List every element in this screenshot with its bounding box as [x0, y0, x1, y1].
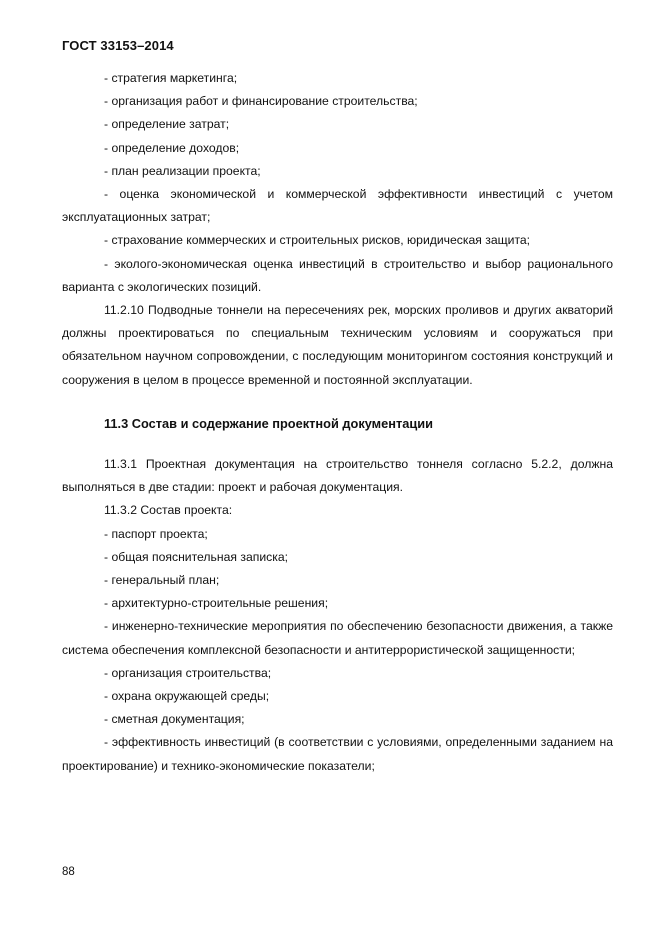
- list-item: - архитектурно-строительные решения;: [104, 596, 329, 611]
- paragraph-11-3-1: 11.3.1 Проектная документация на строительство тоннеля согласно 5.2.2, должна выполняться в две стадии: проект и рабочая документация.: [62, 457, 613, 495]
- paragraph-eco: - эколого-экономическая оценка инвестиций в строительство и выбор рационального варианта с экологических позиций.: [62, 256, 613, 294]
- list-item: - определение затрат;: [104, 117, 230, 132]
- paragraph-safety: - инженерно-технические мероприятия по обеспечению безопасности движения, а также система обеспечения комплексной безопасности и антитеррористической защищенности;: [62, 619, 613, 657]
- section-heading: 11.3 Состав и содержание проектной документации: [104, 415, 433, 431]
- list-item: - организация работ и финансирование строительства;: [104, 94, 418, 109]
- list-item: - определение доходов;: [104, 140, 240, 155]
- list-item: - страхование коммерческих и строительных рисков, юридическая защита;: [104, 233, 531, 248]
- list-item: - паспорт проекта;: [104, 526, 208, 541]
- list-item: - организация строительства;: [104, 665, 272, 680]
- paragraph-efficiency: - оценка экономической и коммерческой эффективности инвестиций с учетом эксплуатационных затрат;: [62, 187, 613, 225]
- list-item: - план реализации проекта;: [104, 163, 261, 178]
- list-item: - общая пояснительная записка;: [104, 549, 289, 564]
- paragraph-investment: - эффективность инвестиций (в соответствии с условиями, определенными заданием на проектирование) и технико-экономические показатели;: [62, 735, 613, 773]
- paragraph-11-3-2: 11.3.2 Состав проекта:: [104, 503, 233, 518]
- paragraph-11-2-10: 11.2.10 Подводные тоннели на пересечениях рек, морских проливов и других акваторий должны проектироваться по специальным техническим условиям и сооружаться при обязательном научном сопровождении, с последующим мониторингом состояния конструкций и сооружения в целом в процессе временной и постоянной эксплуатации.: [62, 303, 613, 387]
- document-header: ГОСТ 33153–2014: [62, 38, 174, 53]
- list-item: - охрана окружающей среды;: [104, 689, 270, 704]
- page-number: 88: [62, 866, 75, 878]
- document-body: [62, 67, 613, 778]
- list-item: - стратегия маркетинга;: [104, 71, 238, 85]
- list-item: - сметная документация;: [104, 712, 245, 727]
- list-item: - генеральный план;: [104, 573, 220, 588]
